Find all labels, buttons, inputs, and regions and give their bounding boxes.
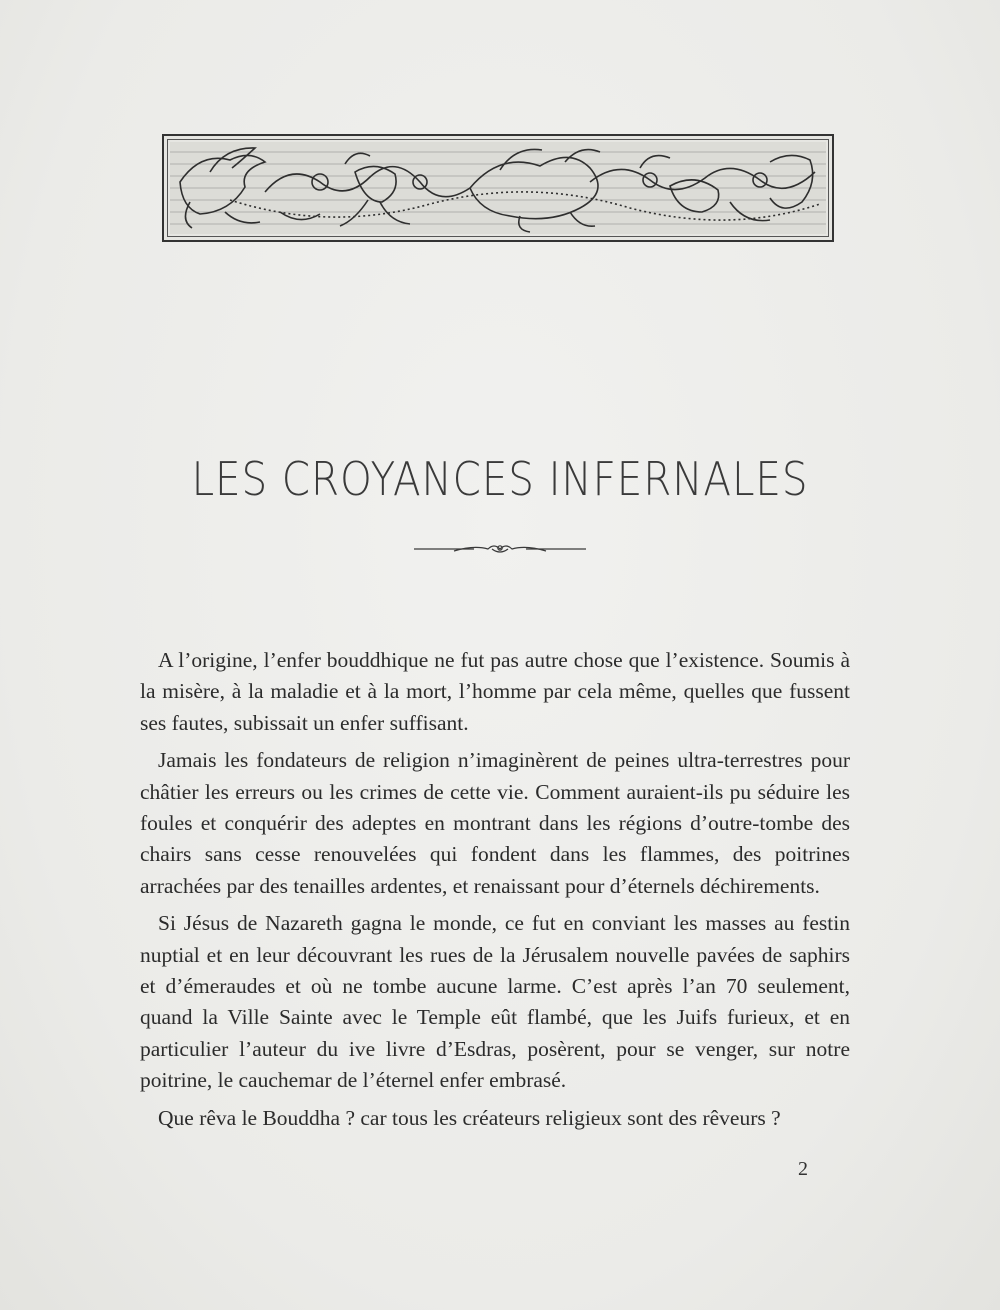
paragraph-4: Que rêva le Bouddha ? car tous les créateurs religieux sont des rêveurs ? [158,1105,781,1130]
decorative-header-frieze [162,134,834,242]
grotesque-frieze-icon [170,142,826,234]
paragraph-1: A l’origine, l’enfer bouddhique ne fut pas autre chose que l’existence. Soumis à la misère, à la maladie et à la mort, l’homme par cela même, quelles que fussent ses fautes, subissait un enfer suffisant. [140,648,850,735]
flourish-divider-icon [414,541,586,557]
paragraph-2: Jamais les fondateurs de religion n’imaginèrent de peines ultra-terrestres pour châtier les erreurs ou les crimes de cette vie. Comment auraient-ils pu séduire les foules et conquérir des adeptes en montrant dans les régions d’outre-tombe des chairs sans cesse renouvelées qui fondent dans les flammes, des poitrines arrachées par des tenailles ardentes, et renaissant pour d’éternels déchirements. [140,748,850,898]
chapter-title: LES CROYANCES INFERNALES [191,452,809,506]
page-number: 2 [798,1158,808,1180]
body-text [140,645,850,1140]
paragraph-3: Si Jésus de Nazareth gagna le monde, ce fut en conviant les masses au festin nuptial et en leur découvrant les rues de la Jérusalem nouvelle pavées de saphirs et d’émeraudes et où ne tombe aucune larme. C’est après l’an 70 seulement, quand la Ville Sainte avec le Temple eût flambé, que les Juifs furieux, et en particulier l’auteur du ive livre d’Esdras, posèrent, pour se venger, sur notre poitrine, le cauchemar de l’éternel enfer embrasé. [140,911,850,1093]
